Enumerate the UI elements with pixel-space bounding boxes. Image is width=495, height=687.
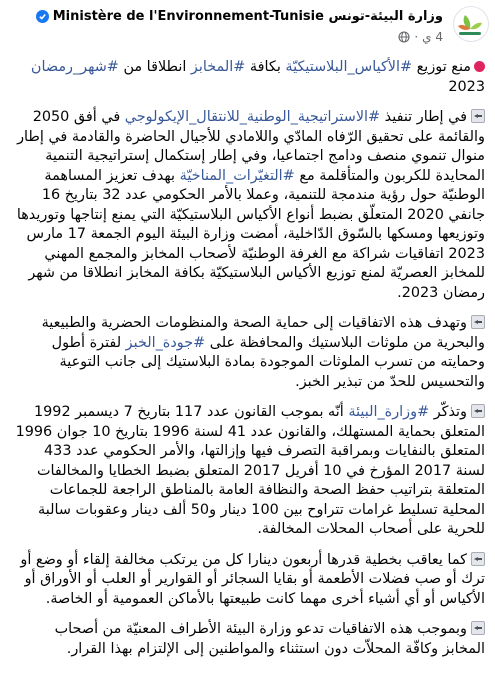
hashtag-link[interactable]: #الأكياس_البلاستيكيّة — [285, 59, 413, 75]
red-circle-icon — [474, 61, 485, 72]
post-paragraph: كما يعاقب بخطية قدرها أربعون دينارا كل من يرتكب مخالفة إلقاء أو وضع أو ترك أو صب فضلات الأطعمة أو بقايا السجائر أو القوارير أو العلب أو الأوراق أو الأكياس أو أي أشياء أخرى مهما كانت طبيعتها بالأماكن العمومية أو الخاصة. — [20, 551, 485, 607]
page-name[interactable]: وزارة البيئة-تونس Ministère de l'Environnement-Tunisie — [52, 9, 443, 24]
post-paragraph: وبموجب هذه الاتفاقيات تدعو وزارة البيئة الأطراف المعنيّة من أصحاب المخابز وكافّة المحلاّت دون استثناء والمواطنين إلى الإلتزام بهذا القرار. — [54, 621, 485, 657]
left-arrow-icon — [471, 621, 485, 635]
left-arrow-icon — [471, 315, 485, 329]
hashtag-link[interactable]: #التغيّرات_المناخيّة — [179, 167, 295, 184]
hashtag-link[interactable]: #شهر_رمضان — [30, 59, 119, 75]
leaf-logo-icon — [453, 7, 488, 42]
hashtag-link[interactable]: #المخابز — [190, 59, 246, 75]
hashtag-link[interactable]: #جودة_الخبز — [125, 334, 206, 351]
page-avatar[interactable] — [453, 6, 489, 42]
post-paragraph: وتذكّر #وزارة_البيئة أنّه بموجب القانون عدد 117 بتاريخ 7 ديسمبر 1992 المتعلق بحماية المستهلك، والقانون عدد 41 لسنة 1996 بتاريخ 10 جوان 1996 المتعلق بالنفايات وبمراقبة التصرف فيها وإزالتها، والأمر الحكومي عدد 433 لسنة 2017 المؤرخ في 10 أفريل 2017 المتعلق بضبط الخطايا والمخالفات المتعلقة بتراتيب حفظ الصحة والنظافة العامة بالمناطق الراجعة للجماعات المحلية تسليط غرامات تتراوح بين 100 دينار و50 ألف دينار وعقوبات سالبة للحرية على أصحاب المحلات المخالفة. — [15, 404, 485, 537]
post-header — [0, 0, 495, 56]
post-paragraph: وتهدف هذه الاتفاقيات إلى حماية الصحة والمنظومات الحضرية والطبيعية والبحرية من ملوثات البلاستيك والمحافظة على #جودة_الخبز لفترة أطول وحمايته من تسرب الملوثات الموجودة بمادة البلاستيك إلى جانب التوعية والتحسيس للحدّ من تبذير الخبز. — [41, 315, 485, 390]
post-timestamp[interactable]: 4 ي — [422, 30, 443, 44]
post-paragraph: في إطار تنفيذ #الاستراتيجية_الوطنية_للانتقال_الإيكولوجي في أفق 2050 والقائمة على تحقيق الرّفاه المادّي واللامادي للأجيال الحاضرة والقادمة في إطار منوال تنموي منصف ودامج اجتماعيا، وفي إطار إستكمال إستراتيجية التنمية المحايدة للكربون والمتأقلمة مع #التغيّرات_المناخيّة بهدف تعزيز المساهمة الوطنيّة حول رؤية مندمجة للتنمية، وعملا بالأمر الحكومي عدد 32 بتاريخ 16 جانفي 2020 المتعلّق بضبط أنواع الأكياس البلاستيكيّة التي يمنع إنتاجها وتوريدها وتوزيعها ومسكها بالسّوق الدّاخلية، أمضت وزارة البيئة اليوم الجمعة 17 مارس 2023 اتفاقيات شراكة مع الغرفة الوطنيّة لأصحاب المخابز والمجمع المهني للمخابز العصريّة لمنع توزيع الأكياس البلاستيكيّة بكافة المخابز انطلاقا من شهر رمضان 2023. — [16, 109, 485, 301]
left-arrow-icon — [471, 404, 485, 418]
post-meta — [398, 30, 443, 44]
left-arrow-icon — [471, 109, 485, 123]
post-paragraph-headline: منع توزيع #الأكياس_البلاستيكيّة بكافة #المخابز انطلاقا من #شهر_رمضان 2023 — [30, 59, 485, 95]
left-arrow-icon — [471, 552, 485, 566]
post-body — [14, 58, 485, 670]
page-name-row — [36, 9, 443, 24]
meta-separator: · — [414, 30, 419, 44]
hashtag-link[interactable]: #الاستراتيجية_الوطنية_للانتقال_الإيكولوجي — [124, 109, 381, 125]
globe-icon[interactable] — [398, 31, 410, 43]
verified-badge-icon — [36, 10, 49, 23]
hashtag-link[interactable]: #وزارة_البيئة — [348, 404, 430, 420]
